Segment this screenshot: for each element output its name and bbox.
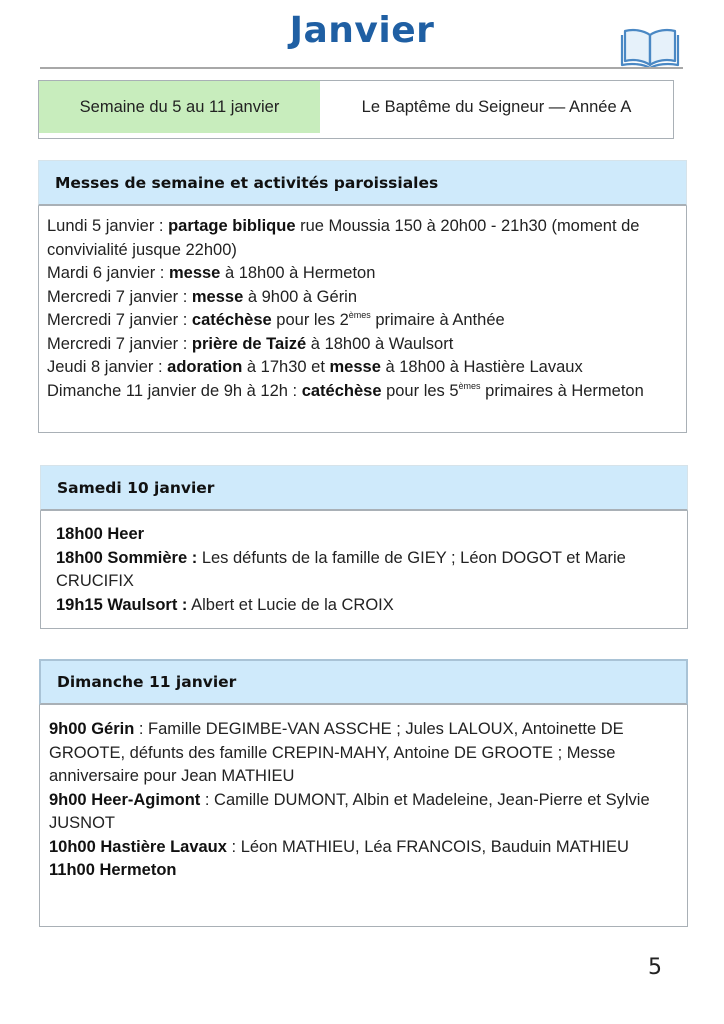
mass-entry: 10h00 Hastière Lavaux : Léon MATHIEU, Léa FRANCOIS, Bauduin MATHIEU [49, 837, 629, 856]
section-header: Messes de semaine et activités paroissiales [38, 160, 687, 206]
saturday-section [40, 465, 688, 629]
list-item: Mardi 6 janvier : messe à 18h00 à Hermeton [47, 264, 376, 282]
sunday-section [39, 659, 688, 927]
section-body [40, 511, 688, 629]
book-icon [619, 25, 681, 69]
section-body [38, 206, 687, 433]
mass-entry: 9h00 Heer-Agimont : Camille DUMONT, Albin et Madeleine, Jean-Pierre et Sylvie JUSNOT [49, 790, 650, 832]
list-item: Lundi 5 janvier : partage biblique rue Moussia 150 à 20h00 - 21h30 (moment de convivialité jusque 22h00) [47, 217, 640, 259]
mass-entry: 9h00 Gérin : Famille DEGIMBE-VAN ASSCHE ; Jules LALOUX, Antoinette DE GROOTE, défunts des famille CREPIN-MAHY, Antoine DE GROOTE ; Messe anniversaire pour Jean MATHIEU [49, 720, 624, 785]
mass-entry: 18h00 Sommière : Les défunts de la famille de GIEY ; Léon DOGOT et Marie CRUCIFIX [56, 548, 626, 590]
week-banner [38, 80, 674, 139]
week-label: Semaine du 5 au 11 janvier [39, 81, 320, 133]
activities-section [38, 160, 687, 433]
mass-entry: 19h15 Waulsort : Albert et Lucie de la CROIX [56, 595, 394, 614]
section-body [39, 705, 688, 927]
list-item: Jeudi 8 janvier : adoration à 17h30 et messe à 18h00 à Hastière Lavaux [47, 358, 583, 376]
list-item: Mercredi 7 janvier : catéchèse pour les 2èmes primaire à Anthée [47, 310, 505, 329]
list-item: Dimanche 11 janvier de 9h à 12h : catéchèse pour les 5èmes primaires à Hermeton [47, 380, 644, 400]
page-number: 5 [648, 955, 662, 980]
title-divider [40, 67, 683, 69]
mass-entry: 18h00 Heer [56, 525, 145, 543]
liturgical-feast: Le Baptême du Seigneur — Année A [361, 97, 632, 116]
list-item: Mercredi 7 janvier : prière de Taizé à 18h00 à Waulsort [47, 334, 454, 353]
section-header: Samedi 10 janvier [40, 465, 688, 511]
section-header: Dimanche 11 janvier [39, 659, 688, 705]
list-item: Mercredi 7 janvier : messe à 9h00 à Gérin [47, 287, 358, 306]
mass-entry: 11h00 Hermeton [49, 861, 177, 879]
page-title: Janvier [289, 10, 435, 51]
